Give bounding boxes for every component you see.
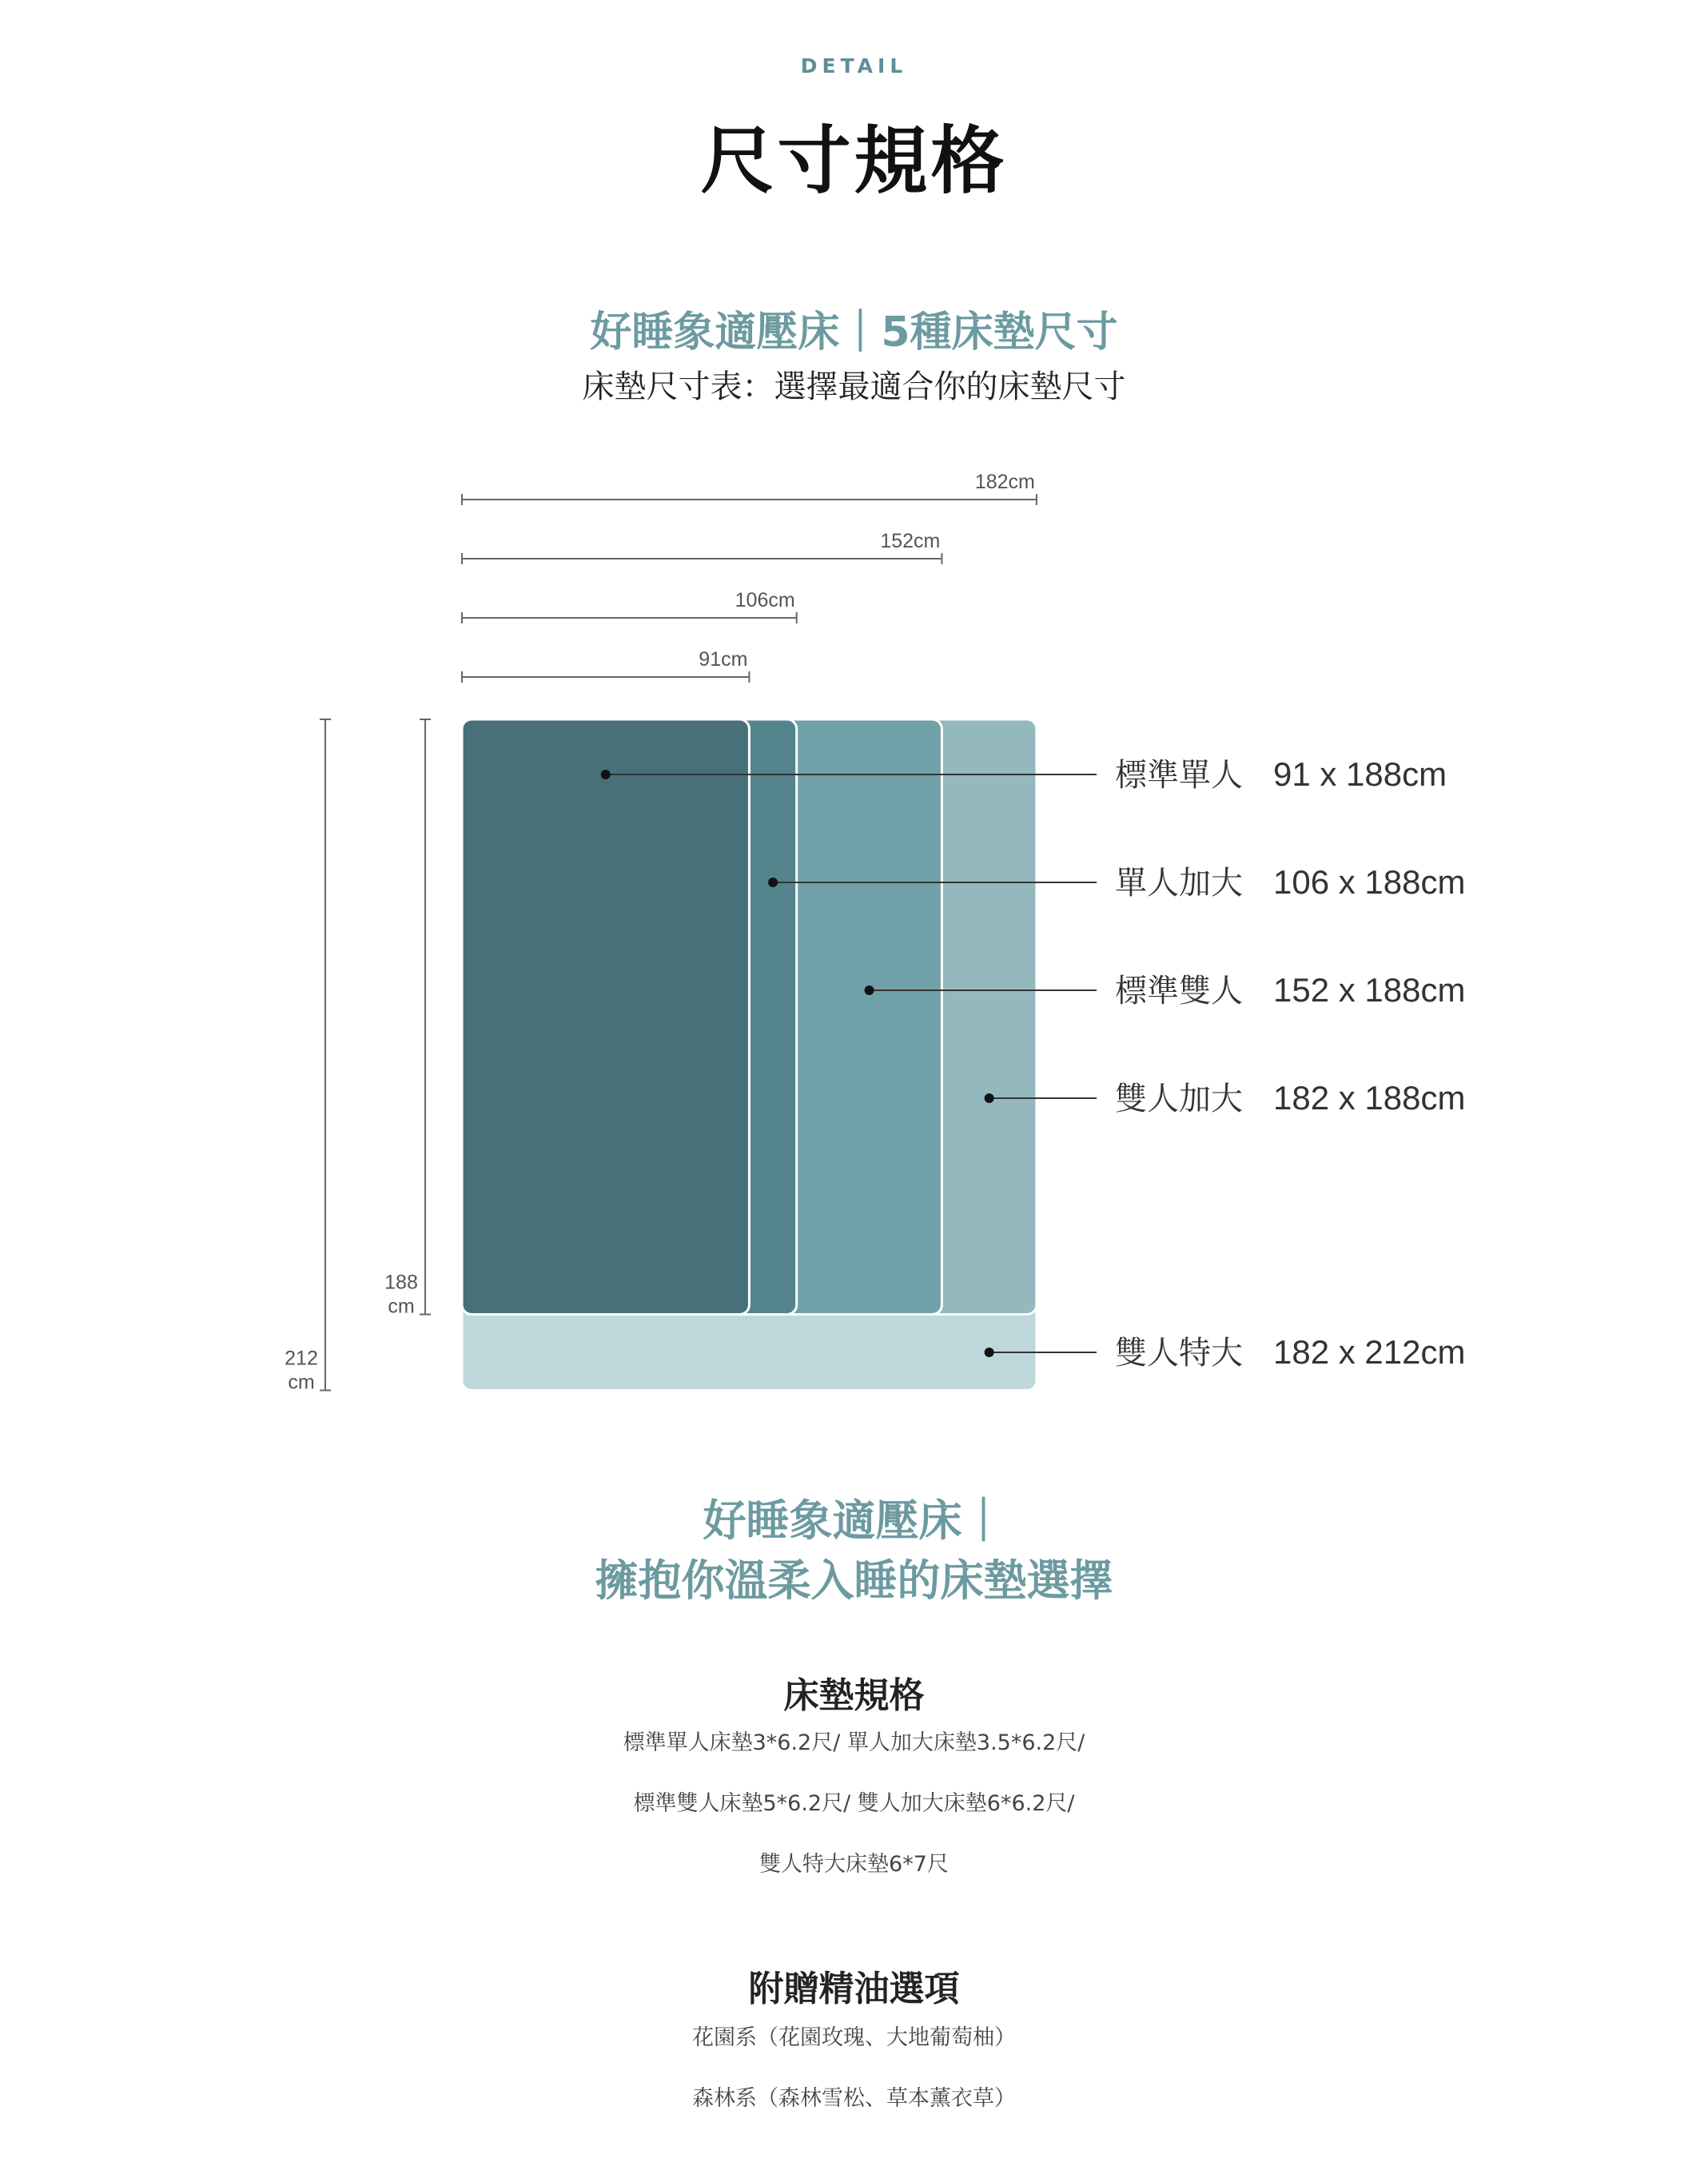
oil-heading: 附贈精油選項 xyxy=(748,1969,960,2009)
width-dim-label: 91cm xyxy=(699,648,748,671)
size-caption: 床墊尺寸表：選擇最適合你的床墊尺寸 xyxy=(582,368,1126,405)
page-title: 尺寸規格 xyxy=(700,118,1008,204)
mattress-shapes xyxy=(462,719,1037,1391)
oil-option: 森林系（森林雪松、草本薰衣草） xyxy=(692,2086,1016,2111)
callout-dot xyxy=(601,770,611,779)
spec-line: 標準雙人床墊5*6.2尺/ 雙人加大床墊6*6.2尺/ xyxy=(633,1791,1075,1816)
callout-dot xyxy=(985,1348,994,1357)
mattress-name: 標準雙人 xyxy=(1115,973,1243,1009)
width-dim-label: 106cm xyxy=(735,589,795,611)
mattress-size: 152 x 188cm xyxy=(1273,971,1466,1009)
section-eyebrow: DETAIL xyxy=(800,54,908,78)
length-dim-value: 212 xyxy=(285,1347,318,1370)
spec-line: 雙人特大床墊6*7尺 xyxy=(759,1852,949,1877)
promo-line-1: 好睡象適壓床｜ xyxy=(703,1495,1005,1546)
size-subtitle: 好睡象適壓床｜5種床墊尺寸 xyxy=(590,309,1118,356)
mattress-name: 單人加大 xyxy=(1115,865,1243,902)
mattress-size-diagram xyxy=(0,448,1708,1431)
mattress-size: 106 x 188cm xyxy=(1273,863,1466,901)
mattress-size: 182 x 188cm xyxy=(1273,1079,1466,1117)
callout-dot xyxy=(865,985,874,995)
width-dim-label: 152cm xyxy=(880,530,941,552)
length-dimension-lines xyxy=(285,719,431,1394)
mattress-name: 雙人特大 xyxy=(1115,1335,1243,1372)
spec-heading: 床墊規格 xyxy=(783,1675,925,1716)
mattress-name: 標準單人 xyxy=(1115,757,1243,794)
spec-line: 標準單人床墊3*6.2尺/ 單人加大床墊3.5*6.2尺/ xyxy=(623,1730,1085,1755)
mattress-size: 182 x 212cm xyxy=(1273,1333,1466,1371)
width-dimension-lines xyxy=(462,471,1037,683)
promo-line-2: 擁抱你溫柔入睡的床墊選擇 xyxy=(595,1555,1113,1606)
callout-dot xyxy=(985,1093,994,1103)
length-dim-unit: cm xyxy=(288,1371,315,1394)
mattress-name: 雙人加大 xyxy=(1115,1081,1243,1117)
mattress-size: 91 x 188cm xyxy=(1273,755,1447,793)
width-dim-label: 182cm xyxy=(974,471,1035,493)
length-dim-unit: cm xyxy=(388,1295,415,1318)
mattress-rect xyxy=(462,719,749,1314)
oil-option: 花園系（花園玫瑰、大地葡萄柚） xyxy=(692,2025,1016,2050)
callout-dot xyxy=(768,878,778,887)
length-dim-value: 188 xyxy=(384,1271,418,1294)
